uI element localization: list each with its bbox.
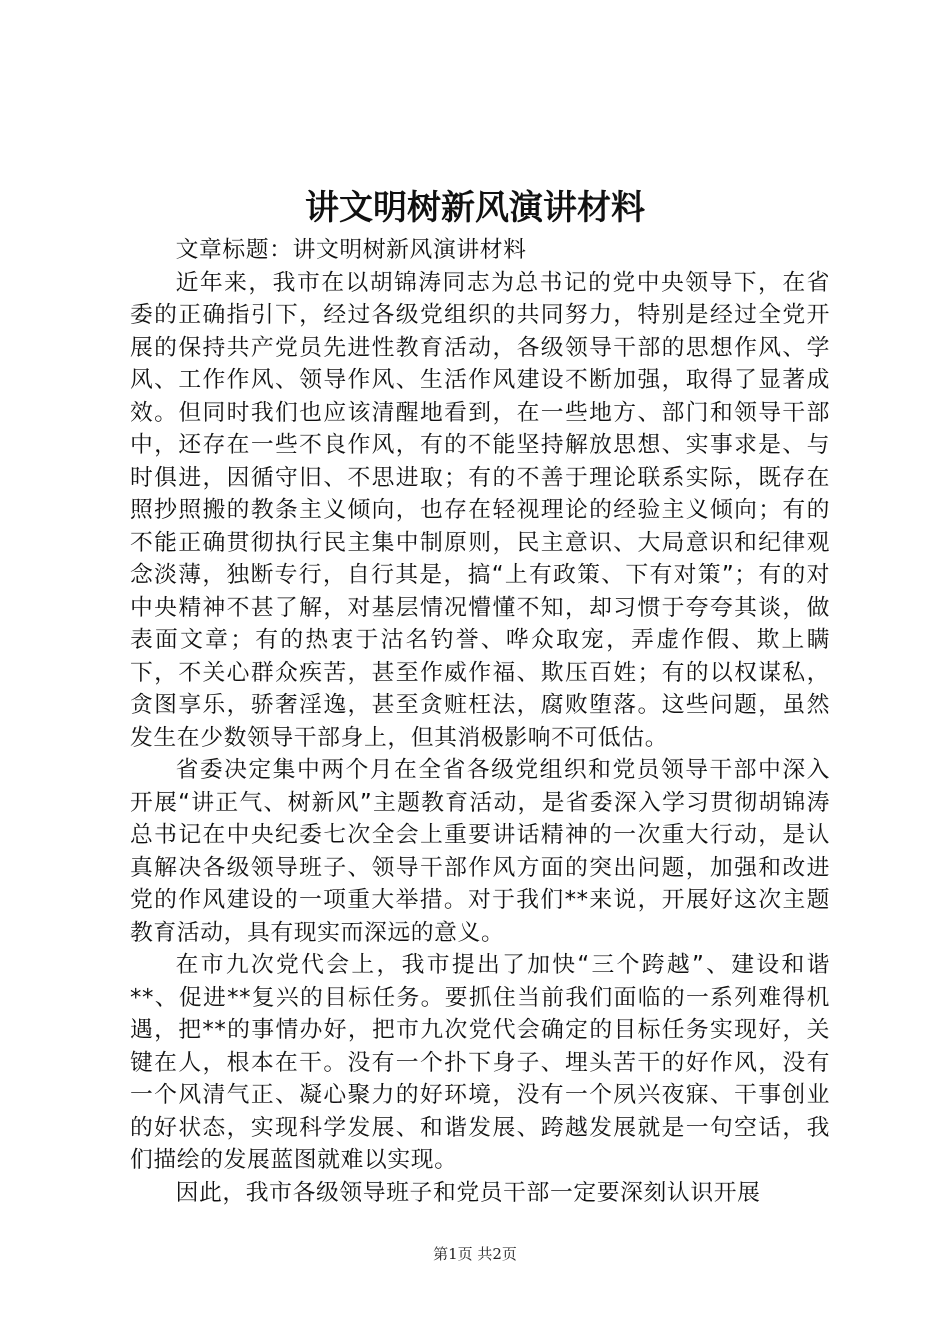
paragraph-2: 省委决定集中两个月在全省各级党组织和党员领导干部中深入开展“讲正气、树新风”主题教育活动，是省委深入学习贯彻胡锦涛总书记在中央纪委七次全会上重要讲话精神的一次重大行动，是认真解决各级领导班子、领导干部作风方面的突出问题，加强和改进党的作风建设的一项重大举措。对于我们**来说，开展好这次主题教育活动，具有现实而深远的意义。 [130, 757, 830, 946]
page-footer: 第1页 共2页 [433, 1245, 517, 1263]
paragraph-1: 近年来，我市在以胡锦涛同志为总书记的党中央领导下，在省委的正确指引下，经过各级党组织的共同努力，特别是经过全党开展的保持共产党员先进性教育活动，各级领导干部的思想作风、学风、工作作风、领导作风、生活作风建设不断加强，取得了显著成效。但同时我们也应该清醒地看到，在一些地方、部门和领导干部中，还存在一些不良作风，有的不能坚持解放思想、实事求是、与时俱进，因循守旧、不思进取；有的不善于理论联系实际，既存在照抄照搬的教条主义倾向，也存在轻视理论的经验主义倾向；有的不能正确贯彻执行民主集中制原则，民主意识、大局意识和纪律观念淡薄，独断专行，自行其是，搞“上有政策、下有对策”；有的对中央精神不甚了解，对基层情况懵懂不知，却习惯于夸夸其谈，做表面文章；有的热衷于沽名钓誉、哗众取宠，弄虚作假、欺上瞒下，不关心群众疾苦，甚至作威作福、欺压百姓；有的以权谋私，贪图享乐，骄奢淫逸，甚至贪赃枉法，腐败堕落。这些问题，虽然发生在少数领导干部身上，但其消极影响不可低估。 [130, 269, 830, 751]
paragraph-3: 在市九次党代会上，我市提出了加快“三个跨越”、建设和谐**、促进**复兴的目标任务。要抓住当前我们面临的一系列难得机遇，把**的事情办好，把市九次党代会确定的目标任务实现好，关键在人，根本在干。没有一个扑下身子、埋头苦干的好作风，没有一个风清气正、凝心聚力的好环境，没有一个夙兴夜寐、干事创业的好状态，实现科学发展、和谐发展、跨越发展就是一句空话，我们描绘的发展蓝图就难以实现。 [130, 952, 830, 1173]
article-title-line: 文章标题：讲文明树新风演讲材料 [175, 237, 527, 263]
document-title: 讲文明树新风演讲材料 [305, 188, 645, 228]
paragraph-4: 因此，我市各级领导班子和党员干部一定要深刻认识开展 [175, 1179, 761, 1206]
document-body [130, 234, 830, 1209]
